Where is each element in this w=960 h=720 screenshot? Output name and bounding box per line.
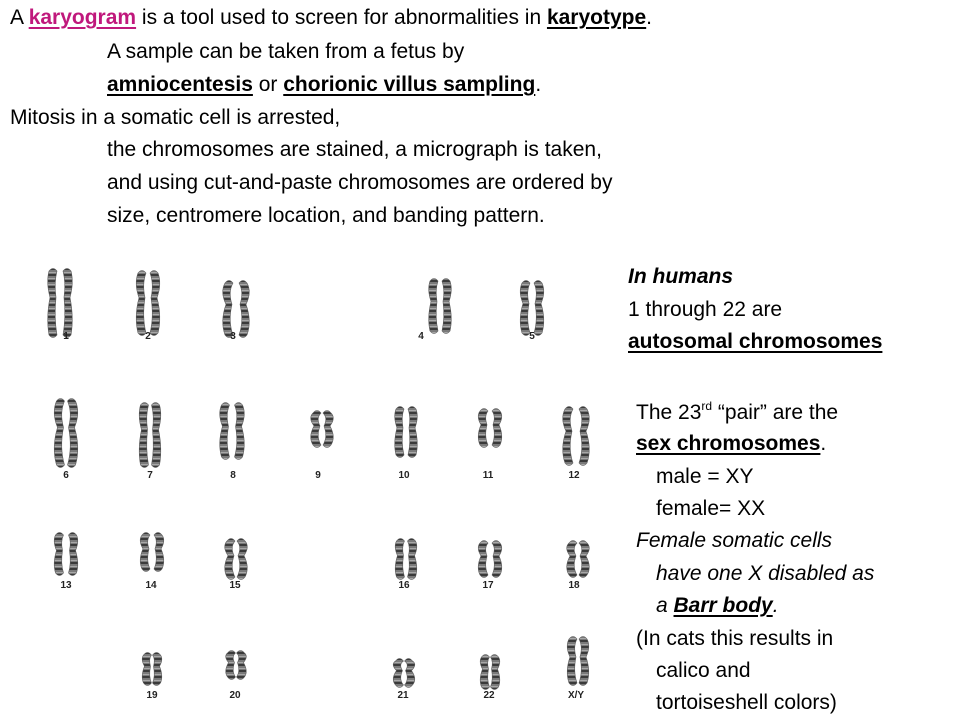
chromosome: [567, 541, 577, 578]
chromosome: [63, 269, 72, 338]
chromosome-label: 10: [398, 470, 410, 481]
chromosome-pair-20: [226, 651, 247, 680]
chromosome: [48, 269, 57, 338]
sex-text: “pair” are the: [712, 401, 839, 424]
barr-body-term: Barr body: [673, 594, 773, 617]
chromosome-labels: [60, 331, 584, 701]
chromosome-label: X/Y: [567, 690, 585, 701]
chromosome: [579, 541, 589, 578]
chromosome-pair-8: [220, 403, 245, 460]
chromosome-pair-x-y: [567, 637, 589, 686]
chromosome: [139, 403, 148, 468]
chromosome: [54, 533, 63, 576]
sex-line-8: (In cats this results in: [636, 627, 834, 650]
intro-line-6: and using cut-and-paste chromosomes are ordered by: [107, 171, 613, 194]
chromosome-label: 21: [397, 690, 409, 701]
chromosome-pair-22: [480, 655, 500, 690]
intro-line-4: Mitosis in a somatic cell is arrested,: [10, 106, 341, 129]
chromosome-pair-13: [54, 533, 78, 576]
karyogram-link[interactable]: karyogram: [28, 6, 137, 29]
chromosome-pair-19: [142, 653, 162, 686]
sex-line-10: tortoiseshell colors): [656, 691, 837, 714]
chromosome-label: 13: [60, 580, 72, 591]
chromosome-label: 16: [398, 580, 410, 591]
chromosome: [395, 407, 404, 458]
sex-line-male: male = XY: [656, 465, 754, 488]
chromosome-label: 8: [230, 470, 236, 481]
sex-line-1: [636, 401, 838, 425]
chromosome: [54, 399, 64, 468]
sex-line-2: [636, 432, 826, 456]
chromosome-pair-11: [478, 409, 502, 448]
intro-text: .: [535, 73, 542, 96]
chromosome-label: 11: [482, 470, 494, 481]
chromosome: [408, 539, 417, 580]
chromosome-pair-3: [223, 281, 250, 338]
chromosome-pair-12: [563, 407, 590, 466]
chromosome-pair-16: [395, 539, 417, 580]
chromosome: [492, 541, 502, 578]
chromosome-label: 12: [568, 470, 580, 481]
chromosome: [579, 407, 589, 466]
chromosome: [429, 279, 438, 334]
chromosome-pair-2: [136, 271, 160, 336]
chromosome: [579, 637, 589, 686]
sex-text: The 23: [636, 401, 702, 424]
chromosome: [478, 409, 488, 448]
chromosome: [68, 399, 78, 468]
intro-line-7: size, centromere location, and banding pattern.: [107, 204, 545, 227]
humans-line-2: 1 through 22 are: [628, 298, 783, 321]
sex-text: a: [656, 594, 674, 617]
chromosome: [520, 281, 530, 336]
chromosome: [534, 281, 544, 336]
chromosome: [491, 655, 500, 690]
chromosome: [311, 411, 321, 448]
chromosome: [142, 653, 151, 686]
chromosome: [480, 655, 489, 690]
sex-line-6: have one X disabled as: [656, 562, 875, 585]
chromosome: [237, 539, 247, 580]
chromosome-pair-18: [567, 541, 590, 578]
chromosome-pair-15: [225, 539, 248, 580]
chromosome-pair-17: [478, 541, 502, 578]
intro-line-1: [10, 6, 652, 30]
chromosome: [235, 403, 245, 460]
superscript-rd: rd: [701, 399, 713, 413]
chromosome: [408, 407, 417, 458]
chromosome-label: 19: [146, 690, 158, 701]
intro-text: or: [252, 73, 284, 96]
chromosome: [567, 637, 577, 686]
chromosome: [237, 651, 247, 680]
chromosome: [405, 659, 415, 688]
amniocentesis-term: amniocentesis: [107, 73, 253, 96]
chromosome-label: 6: [63, 470, 69, 481]
chromosome: [152, 403, 161, 468]
sex-line-5: Female somatic cells: [636, 529, 833, 552]
chromosome-pair-5: [520, 281, 544, 336]
sex-text: .: [772, 594, 779, 617]
chromosome-pair-7: [139, 403, 161, 468]
chromosome: [226, 651, 236, 680]
chromosome: [225, 539, 235, 580]
chromosome: [136, 271, 146, 336]
chromosome-label: 15: [229, 580, 241, 591]
chromosome: [323, 411, 333, 448]
sex-line-7: [656, 594, 779, 618]
chromosome: [220, 403, 230, 460]
chromosome-label: 5: [529, 331, 535, 342]
chromosome: [393, 659, 403, 688]
chromosome-label: 9: [315, 470, 321, 481]
intro-line-5: the chromosomes are stained, a micrograph is taken,: [107, 138, 602, 161]
chromosome-pair-9: [311, 411, 334, 448]
chromosome-pair-21: [393, 659, 415, 688]
humans-heading: In humans: [628, 265, 734, 288]
chromosome-label: 3: [230, 331, 236, 342]
chromosome-pair-10: [395, 407, 418, 458]
chromosome: [140, 533, 150, 572]
chromosome-label: 7: [147, 470, 153, 481]
chromosome: [223, 281, 233, 338]
chromosome-label: 18: [568, 580, 580, 591]
chromosome: [478, 541, 488, 578]
intro-text: .: [646, 6, 653, 29]
chromosome-pair-1: [48, 269, 73, 338]
chorionic-villus-sampling-term: chorionic villus sampling: [283, 73, 536, 96]
chromosome: [492, 409, 502, 448]
chromosome: [153, 653, 162, 686]
karyogram-image: [0, 250, 612, 720]
chromosome-label: 17: [482, 580, 494, 591]
chromosome: [442, 279, 451, 334]
sex-text: .: [820, 432, 827, 455]
sex-line-9: calico and: [656, 659, 751, 682]
chromosome-pair-6: [54, 399, 78, 468]
autosomal-chromosomes-term: autosomal chromosomes: [628, 330, 883, 353]
chromosome-label: 4: [418, 331, 424, 342]
chromosome: [395, 539, 404, 580]
intro-text: is a tool used to screen for abnormalities in: [136, 6, 547, 29]
chromosome-label: 1: [63, 331, 69, 342]
chromosome-label: 20: [229, 690, 241, 701]
sex-chromosomes-term: sex chromosomes: [636, 432, 821, 455]
chromosome: [154, 533, 164, 572]
chromosome: [563, 407, 573, 466]
karyotype-term: karyotype: [546, 6, 647, 29]
intro-text: A: [10, 6, 29, 29]
chromosome-label: 22: [483, 690, 495, 701]
chromosome-label: 2: [145, 331, 151, 342]
chromosome: [69, 533, 78, 576]
intro-line-2: A sample can be taken from a fetus by: [107, 40, 465, 63]
sex-line-female: female= XX: [656, 497, 766, 520]
chromosome-pair-4: [429, 279, 452, 334]
chromosome: [239, 281, 249, 338]
intro-line-3: [107, 73, 541, 97]
chromosome-pair-14: [140, 533, 164, 572]
chromosome-label: 14: [145, 580, 157, 591]
chromosome: [150, 271, 160, 336]
